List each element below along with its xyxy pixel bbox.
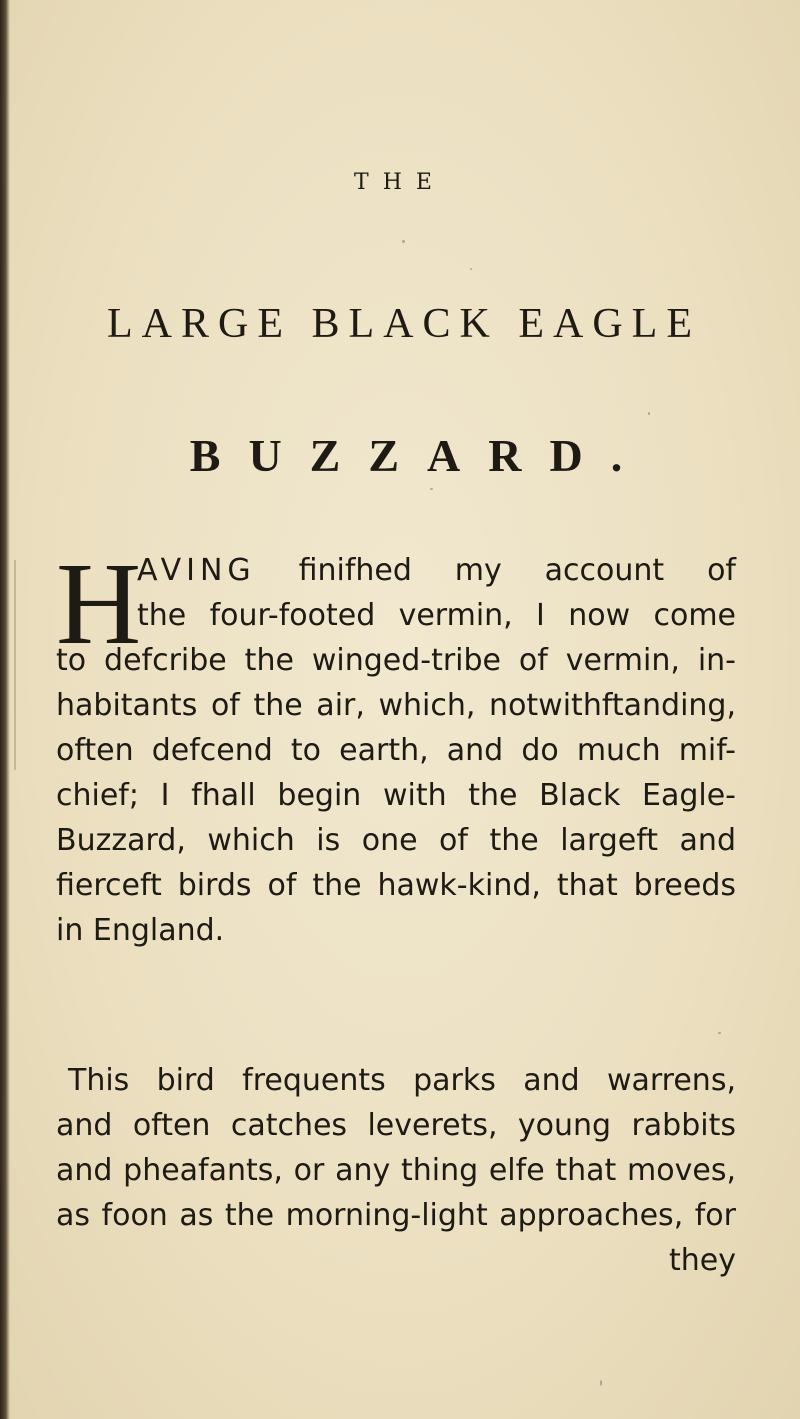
page-binding-edge — [0, 0, 10, 1419]
paragraph-1-line: to defcribe the winged-tribe of vermin, in- — [56, 643, 736, 678]
paragraph-2-line: and often catches leverets, young rabbits — [56, 1108, 736, 1143]
paragraph-1-line: often defcend to earth, and do much mif- — [56, 733, 736, 768]
heading-large-black-eagle: LARGE BLACK EAGLE — [107, 301, 701, 347]
paragraph-1-line: fierceft birds of the hawk-kind, that breeds — [56, 868, 736, 903]
heading-the: THE — [354, 170, 446, 195]
opening-word-caps: AVING — [137, 553, 256, 588]
paragraph-1-opening — [137, 548, 736, 638]
paragraph-1-body — [56, 638, 736, 953]
paper-speck — [718, 1032, 721, 1034]
paragraph-1-line: in England. — [56, 913, 225, 948]
page-crease — [14, 560, 16, 770]
drop-cap: H — [56, 538, 142, 669]
paragraph-1-line: Buzzard, which is one of the largeft and — [56, 823, 736, 858]
paragraph-2-line: as foon as the morning-light approaches, for — [56, 1198, 736, 1233]
paragraph-1-line: habitants of the air, which, notwithftanding, — [56, 688, 736, 723]
paragraph-1-line: chief; I fhall begin with the Black Eagle- — [56, 778, 736, 813]
heading-buzzard: BUZZARD. — [189, 430, 651, 481]
opening-line-rest: finifhed my account of — [298, 553, 736, 588]
paper-speck — [470, 268, 472, 270]
paragraph-2-line: and pheafants, or any thing elfe that moves, — [56, 1153, 736, 1188]
paragraph-2 — [56, 1058, 736, 1283]
paper-speck — [402, 240, 405, 243]
paper-speck — [600, 1380, 602, 1386]
paragraph-1-line-1 — [137, 548, 736, 593]
paper-speck — [430, 488, 433, 490]
paragraph-1-line-2: the four-footed vermin, I now come — [137, 598, 736, 633]
paper-speck — [648, 412, 650, 415]
catchword: they — [669, 1243, 736, 1278]
paragraph-2-line: This bird frequents parks and warrens, — [68, 1063, 736, 1098]
